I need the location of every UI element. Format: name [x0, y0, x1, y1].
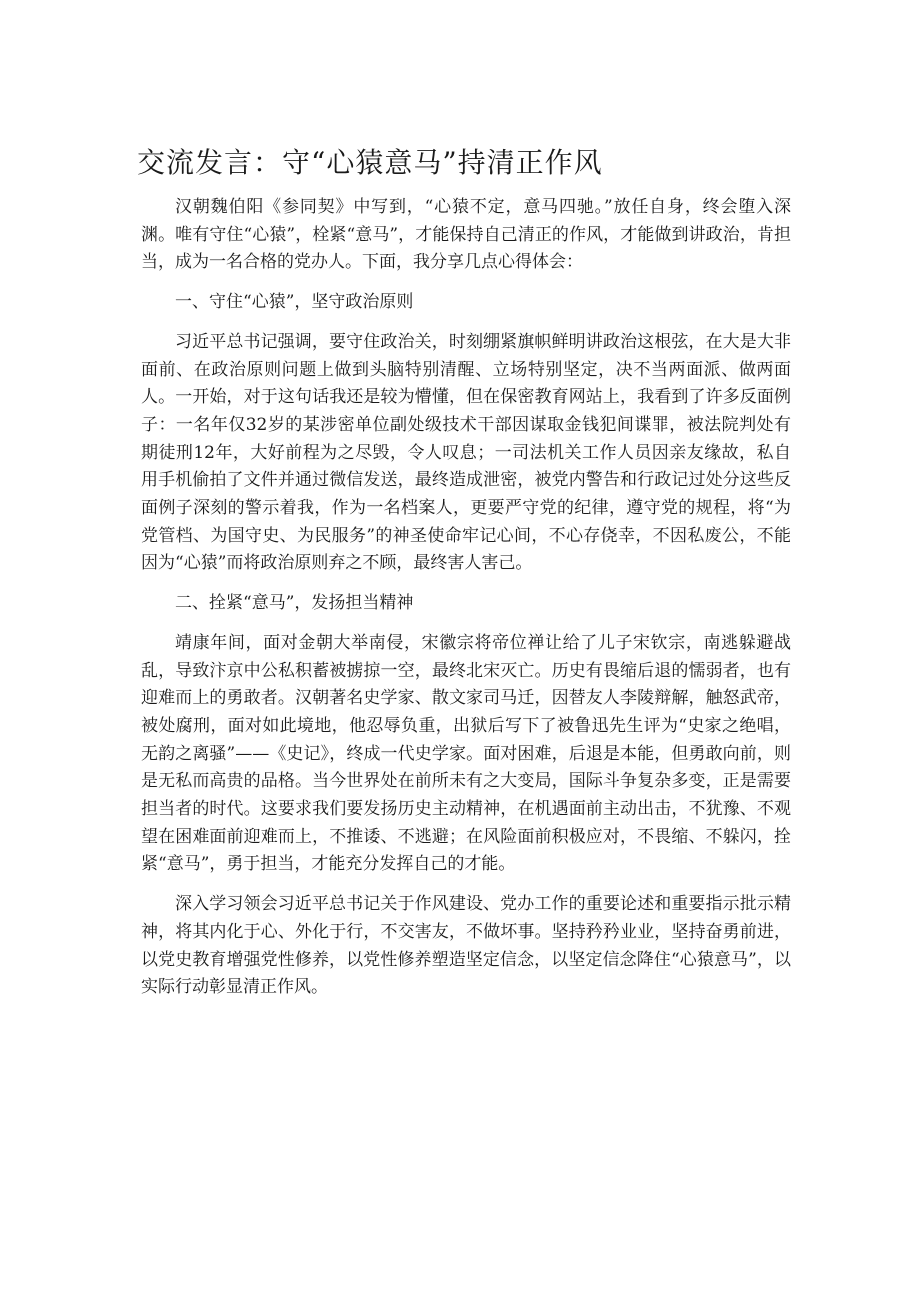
section-paragraph-2: 靖康年间，面对金朝大举南侵，宋徽宗将帝位禅让给了儿子宋钦宗，南逃躲避战乱，导致汴京中公私积蓄被掳掠一空，最终北宋灭亡。历史有畏缩后退的懦弱者，也有迎难而上的勇敢者。汉朝著名史学家、散文家司马迁，因替友人李陵辩解，触怒武帝，被处腐刑，面对如此境地，他忍辱负重，出狱后写下了被鲁迅先生评为“史家之绝唱，无韵之离骚”——《史记》，终成一代史学家。面对困难，后退是本能，但勇敢向前，则是无私而高贵的品格。当今世界处在前所未有之大变局，国际斗争复杂多变，正是需要担当者的时代。这要求我们要发扬历史主动精神，在机遇面前主动出击，不犹豫、不观望在困难面前迎难而上，不推诿、不逃避；在风险面前积极应对，不畏缩、不躲闪，拴紧“意马”，勇于担当，才能充分发挥自己的才能。: [141, 632, 791, 875]
document-title: 交流发言：守“心猿意马”持清正作风: [137, 146, 603, 179]
section-heading-1: 一、守住“心猿”，坚守政治原则: [175, 292, 414, 313]
conclusion-paragraph: 深入学习领会习近平总书记关于作风建设、党办工作的重要论述和重要指示批示精神，将其内化于心、外化于行，不交害友，不做坏事。坚持矜矜业业，坚持奋勇前进，以党史教育增强党性修养，以党性修养塑造坚定信念，以坚定信念降住“心猿意马”，以实际行动彰显清正作风。: [141, 894, 791, 998]
document-body: [141, 194, 791, 1014]
section-paragraph-1: 习近平总书记强调，要守住政治关，时刻绷紧旗帜鲜明讲政治这根弦，在大是大非面前、在政治原则问题上做到头脑特别清醒、立场特别坚定，决不当两面派、做两面人。一开始，对于这句话我还是较为懵懂，但在保密教育网站上，我看到了许多反面例子：一名年仅32岁的某涉密单位副处级技术干部因谋取金钱犯间谍罪，被法院判处有期徒刑12年，大好前程为之尽毁，令人叹息；一司法机关工作人员因亲友缘故，私自用手机偷拍了文件并通过微信发送，最终造成泄密，被党内警告和行政记过处分这些反面例子深刻的警示着我，作为一名档案人，更要严守党的纪律，遵守党的规程，将“为党管档、为国守史、为民服务”的神圣使命牢记心间，不心存侥幸，不因私废公，不能因为“心猿”而将政治原则弃之不顾，最终害人害己。: [141, 331, 791, 574]
section-heading-2: 二、拴紧“意马”，发扬担当精神: [175, 593, 414, 614]
intro-paragraph: 汉朝魏伯阳《参同契》中写到，“心猿不定，意马四驰。”放任自身，终会堕入深渊。唯有守住“心猿”，栓紧“意马”，才能保持自己清正的作风，才能做到讲政治，肯担当，成为一名合格的党办人。下面，我分享几点心得体会：: [141, 197, 791, 273]
